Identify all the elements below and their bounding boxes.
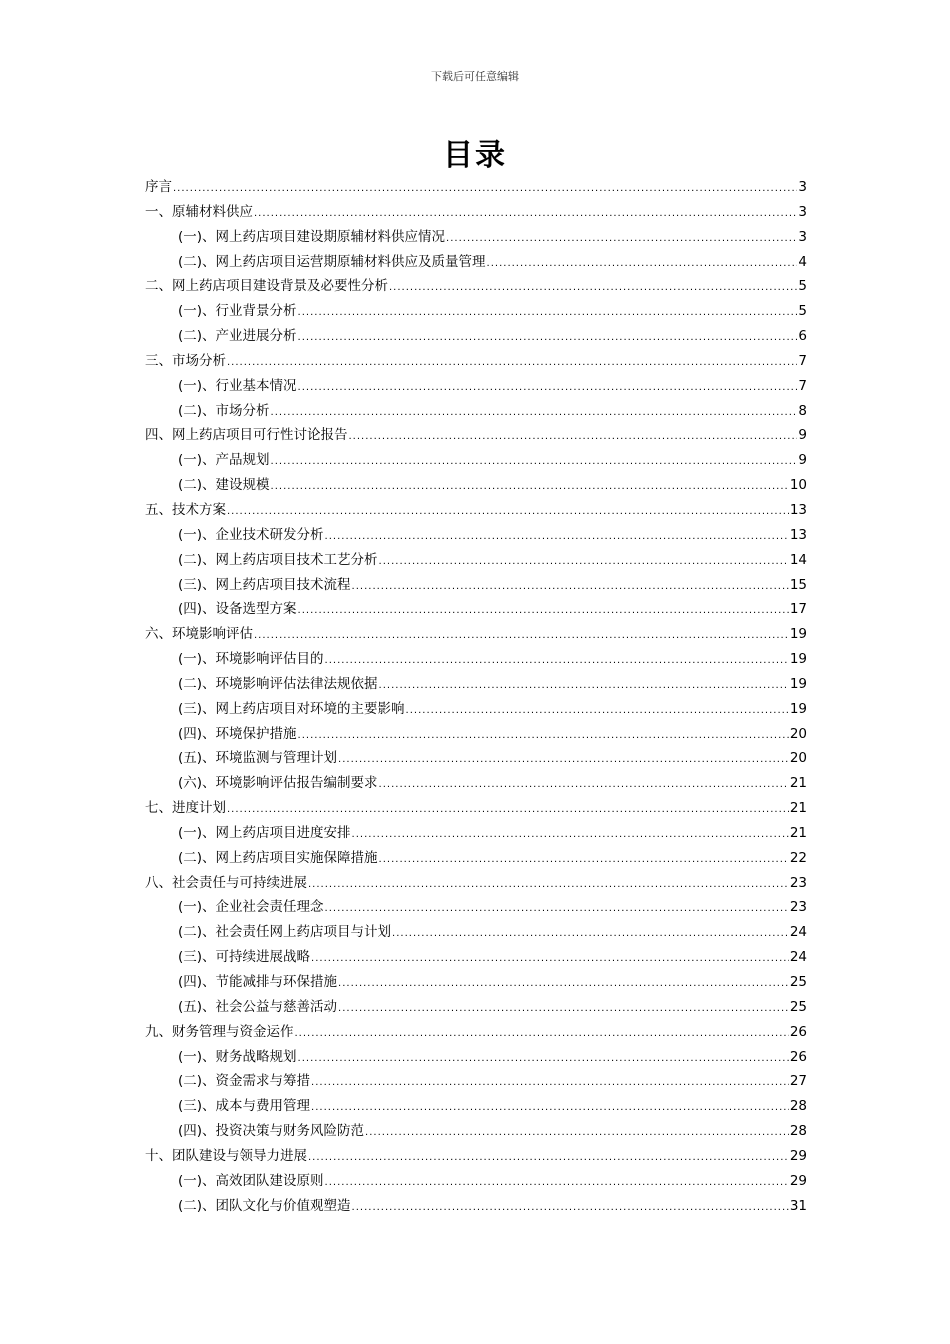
toc-entry-page-number: 9 xyxy=(798,452,807,469)
toc-dot-leader xyxy=(352,573,789,598)
toc-entry-title: (四)、设备选型方案 xyxy=(178,601,297,618)
toc-entry[interactable] xyxy=(145,597,807,622)
toc-dot-leader xyxy=(308,871,789,896)
toc-dot-leader xyxy=(308,1144,789,1169)
toc-entry[interactable] xyxy=(145,299,807,324)
toc-entry-title: (一)、产品规划 xyxy=(178,452,270,469)
toc-entry-page-number: 19 xyxy=(789,626,807,643)
toc-entry-page-number: 20 xyxy=(789,750,807,767)
toc-entry[interactable] xyxy=(145,1020,807,1045)
toc-entry[interactable] xyxy=(145,821,807,846)
toc-entry-title: (一)、行业背景分析 xyxy=(178,303,297,320)
toc-dot-leader xyxy=(338,970,789,995)
toc-entry[interactable] xyxy=(145,871,807,896)
toc-dot-leader xyxy=(298,597,789,622)
toc-dot-leader xyxy=(311,1069,789,1094)
toc-entry[interactable] xyxy=(145,1194,807,1219)
toc-entry-page-number: 20 xyxy=(789,725,807,742)
toc-dot-leader xyxy=(227,349,797,374)
toc-dot-leader xyxy=(325,895,789,920)
toc-dot-leader xyxy=(271,473,789,498)
toc-entry[interactable] xyxy=(145,1045,807,1070)
toc-entry-page-number: 31 xyxy=(789,1197,807,1214)
toc-entry[interactable] xyxy=(145,895,807,920)
toc-entry-title: (三)、网上药店项目对环境的主要影响 xyxy=(178,700,405,717)
toc-dot-leader xyxy=(271,399,798,424)
toc-entry-title: (五)、环境监测与管理计划 xyxy=(178,750,338,767)
toc-entry[interactable] xyxy=(145,374,807,399)
toc-entry-page-number: 13 xyxy=(789,501,807,518)
toc-dot-leader xyxy=(365,1119,789,1144)
toc-dot-leader xyxy=(338,746,789,771)
toc-entry[interactable] xyxy=(145,1144,807,1169)
toc-dot-leader xyxy=(311,1094,789,1119)
toc-dot-leader xyxy=(392,920,789,945)
toc-entry-page-number: 17 xyxy=(789,601,807,618)
toc-entry-title: (三)、网上药店项目技术流程 xyxy=(178,576,351,593)
toc-entry-title: (一)、财务战略规划 xyxy=(178,1048,297,1065)
toc-dot-leader xyxy=(379,672,789,697)
toc-entry-page-number: 3 xyxy=(798,203,807,220)
toc-dot-leader xyxy=(227,498,789,523)
toc-entry-title: (二)、网上药店项目实施保障措施 xyxy=(178,849,378,866)
toc-entry[interactable] xyxy=(145,1069,807,1094)
toc-entry-page-number: 9 xyxy=(798,427,807,444)
toc-dot-leader xyxy=(298,299,798,324)
toc-dot-leader xyxy=(352,821,789,846)
toc-entry[interactable] xyxy=(145,771,807,796)
toc-dot-leader xyxy=(298,722,789,747)
toc-entry-page-number: 23 xyxy=(789,874,807,891)
toc-entry-title: (一)、网上药店项目建设期原辅材料供应情况 xyxy=(178,228,446,245)
toc-entry-title: 三、市场分析 xyxy=(145,352,226,369)
toc-entry-page-number: 3 xyxy=(798,179,807,195)
toc-dot-leader xyxy=(338,995,789,1020)
toc-entry-title: (三)、成本与费用管理 xyxy=(178,1098,311,1115)
toc-entry[interactable] xyxy=(145,200,807,225)
toc-entry-title: (六)、环境影响评估报告编制要求 xyxy=(178,775,378,792)
toc-entry-title: (二)、环境影响评估法律法规依据 xyxy=(178,675,378,692)
toc-entry[interactable] xyxy=(145,697,807,722)
toc-dot-leader xyxy=(379,771,789,796)
toc-entry-title: (二)、团队文化与价值观塑造 xyxy=(178,1197,351,1214)
toc-entry-page-number: 28 xyxy=(789,1098,807,1115)
toc-entry-page-number: 13 xyxy=(789,526,807,543)
toc-entry-page-number: 5 xyxy=(798,278,807,295)
toc-dot-leader xyxy=(389,274,797,299)
toc-entry-page-number: 10 xyxy=(789,477,807,494)
toc-entry-title: (二)、社会责任网上药店项目与计划 xyxy=(178,924,392,941)
toc-entry[interactable] xyxy=(145,1094,807,1119)
toc-entry[interactable] xyxy=(145,647,807,672)
toc-dot-leader xyxy=(298,374,798,399)
toc-entry-title: 七、进度计划 xyxy=(145,800,226,817)
toc-entry-page-number: 26 xyxy=(789,1023,807,1040)
toc-entry[interactable] xyxy=(145,970,807,995)
toc-dot-leader xyxy=(173,175,797,200)
toc-entry-title: (一)、行业基本情况 xyxy=(178,377,297,394)
toc-entry-title: (一)、网上药店项目进度安排 xyxy=(178,824,351,841)
toc-entry-title: (一)、企业社会责任理念 xyxy=(178,899,324,916)
toc-entry[interactable] xyxy=(145,175,807,200)
toc-entry[interactable] xyxy=(145,995,807,1020)
toc-dot-leader xyxy=(325,647,789,672)
toc-entry-page-number: 21 xyxy=(789,775,807,792)
toc-entry[interactable] xyxy=(145,324,807,349)
toc-dot-leader xyxy=(298,324,798,349)
toc-dot-leader xyxy=(349,423,798,448)
toc-entry-page-number: 22 xyxy=(789,849,807,866)
toc-entry[interactable] xyxy=(145,250,807,275)
toc-dot-leader xyxy=(325,523,789,548)
toc-entry[interactable] xyxy=(145,622,807,647)
toc-entry-page-number: 6 xyxy=(798,328,807,345)
toc-entry[interactable] xyxy=(145,523,807,548)
toc-entry-page-number: 8 xyxy=(798,402,807,419)
toc-entry[interactable] xyxy=(145,746,807,771)
toc-entry[interactable] xyxy=(145,498,807,523)
toc-entry[interactable] xyxy=(145,722,807,747)
toc-entry-title: (五)、社会公益与慈善活动 xyxy=(178,998,338,1015)
toc-dot-leader xyxy=(271,448,798,473)
toc-entry[interactable] xyxy=(145,473,807,498)
toc-entry-title: (一)、高效团队建设原则 xyxy=(178,1172,324,1189)
toc-entry-title: 一、原辅材料供应 xyxy=(145,203,253,220)
toc-entry-title: (二)、网上药店项目运营期原辅材料供应及质量管理 xyxy=(178,253,486,270)
toc-entry-page-number: 29 xyxy=(789,1172,807,1189)
toc-entry-page-number: 5 xyxy=(798,303,807,320)
toc-entry[interactable] xyxy=(145,672,807,697)
toc-entry-page-number: 19 xyxy=(789,651,807,668)
toc-entry-title: 序言 xyxy=(145,179,172,195)
toc-entry-title: 八、社会责任与可持续进展 xyxy=(145,874,307,891)
toc-entry-page-number: 7 xyxy=(798,352,807,369)
toc-entry[interactable] xyxy=(145,548,807,573)
toc-entry-page-number: 27 xyxy=(789,1073,807,1090)
toc-entry-title: 二、网上药店项目建设背景及必要性分析 xyxy=(145,278,388,295)
toc-entry[interactable] xyxy=(145,1119,807,1144)
toc-entry-title: (四)、投资决策与财务风险防范 xyxy=(178,1123,365,1140)
toc-dot-leader xyxy=(379,846,789,871)
toc-entry-title: 五、技术方案 xyxy=(145,501,226,518)
toc-entry-title: (一)、环境影响评估目的 xyxy=(178,651,324,668)
toc-entry[interactable] xyxy=(145,399,807,424)
toc-dot-leader xyxy=(298,1045,789,1070)
toc-dot-leader xyxy=(311,945,789,970)
toc-entry[interactable] xyxy=(145,448,807,473)
toc-entry-page-number: 15 xyxy=(789,576,807,593)
toc-entry-page-number: 25 xyxy=(789,998,807,1015)
toc-dot-leader xyxy=(295,1020,789,1045)
toc-entry-page-number: 19 xyxy=(789,700,807,717)
table-of-contents xyxy=(145,175,807,1218)
toc-dot-leader xyxy=(487,250,798,275)
toc-entry-page-number: 3 xyxy=(798,228,807,245)
toc-entry-page-number: 19 xyxy=(789,675,807,692)
toc-dot-leader xyxy=(379,548,789,573)
toc-entry[interactable] xyxy=(145,349,807,374)
toc-entry[interactable] xyxy=(145,920,807,945)
toc-entry-page-number: 7 xyxy=(798,377,807,394)
toc-entry-page-number: 14 xyxy=(789,551,807,568)
toc-dot-leader xyxy=(325,1169,789,1194)
toc-entry-title: (二)、产业进展分析 xyxy=(178,328,297,345)
toc-entry-page-number: 25 xyxy=(789,974,807,990)
toc-entry-title: 十、团队建设与领导力进展 xyxy=(145,1147,307,1164)
toc-entry-page-number: 28 xyxy=(789,1123,807,1140)
toc-entry-title: (二)、资金需求与筹措 xyxy=(178,1073,311,1090)
toc-entry-title: (四)、环境保护措施 xyxy=(178,725,297,742)
toc-entry-title: (二)、市场分析 xyxy=(178,402,270,419)
toc-entry[interactable] xyxy=(145,423,807,448)
toc-dot-leader xyxy=(227,796,789,821)
toc-dot-leader xyxy=(352,1194,789,1219)
toc-entry-title: (二)、建设规模 xyxy=(178,477,270,494)
toc-entry[interactable] xyxy=(145,796,807,821)
toc-entry-title: 九、财务管理与资金运作 xyxy=(145,1023,294,1040)
toc-dot-leader xyxy=(446,225,797,250)
toc-entry-page-number: 23 xyxy=(789,899,807,916)
toc-entry-title: (一)、企业技术研发分析 xyxy=(178,526,324,543)
toc-entry[interactable] xyxy=(145,846,807,871)
toc-entry-title: 四、网上药店项目可行性讨论报告 xyxy=(145,427,348,444)
toc-entry-page-number: 24 xyxy=(789,924,807,941)
toc-entry[interactable] xyxy=(145,274,807,299)
toc-entry[interactable] xyxy=(145,1169,807,1194)
toc-entry-page-number: 24 xyxy=(789,949,807,966)
toc-dot-leader xyxy=(254,622,789,647)
toc-entry-page-number: 4 xyxy=(798,253,807,270)
toc-entry-page-number: 26 xyxy=(789,1048,807,1065)
toc-entry-title: 六、环境影响评估 xyxy=(145,626,253,643)
toc-entry-title: (二)、网上药店项目技术工艺分析 xyxy=(178,551,378,568)
page-title: 目录 xyxy=(443,138,507,173)
toc-entry-page-number: 21 xyxy=(789,800,807,817)
toc-entry[interactable] xyxy=(145,945,807,970)
toc-dot-leader xyxy=(406,697,789,722)
toc-entry-title: (四)、节能减排与环保措施 xyxy=(178,974,338,990)
header-note: 下载后可任意编辑 xyxy=(431,70,519,83)
toc-entry-page-number: 21 xyxy=(789,824,807,841)
toc-entry[interactable] xyxy=(145,225,807,250)
toc-entry-page-number: 29 xyxy=(789,1147,807,1164)
toc-entry-title: (三)、可持续进展战略 xyxy=(178,949,311,966)
toc-dot-leader xyxy=(254,200,797,225)
toc-entry[interactable] xyxy=(145,573,807,598)
